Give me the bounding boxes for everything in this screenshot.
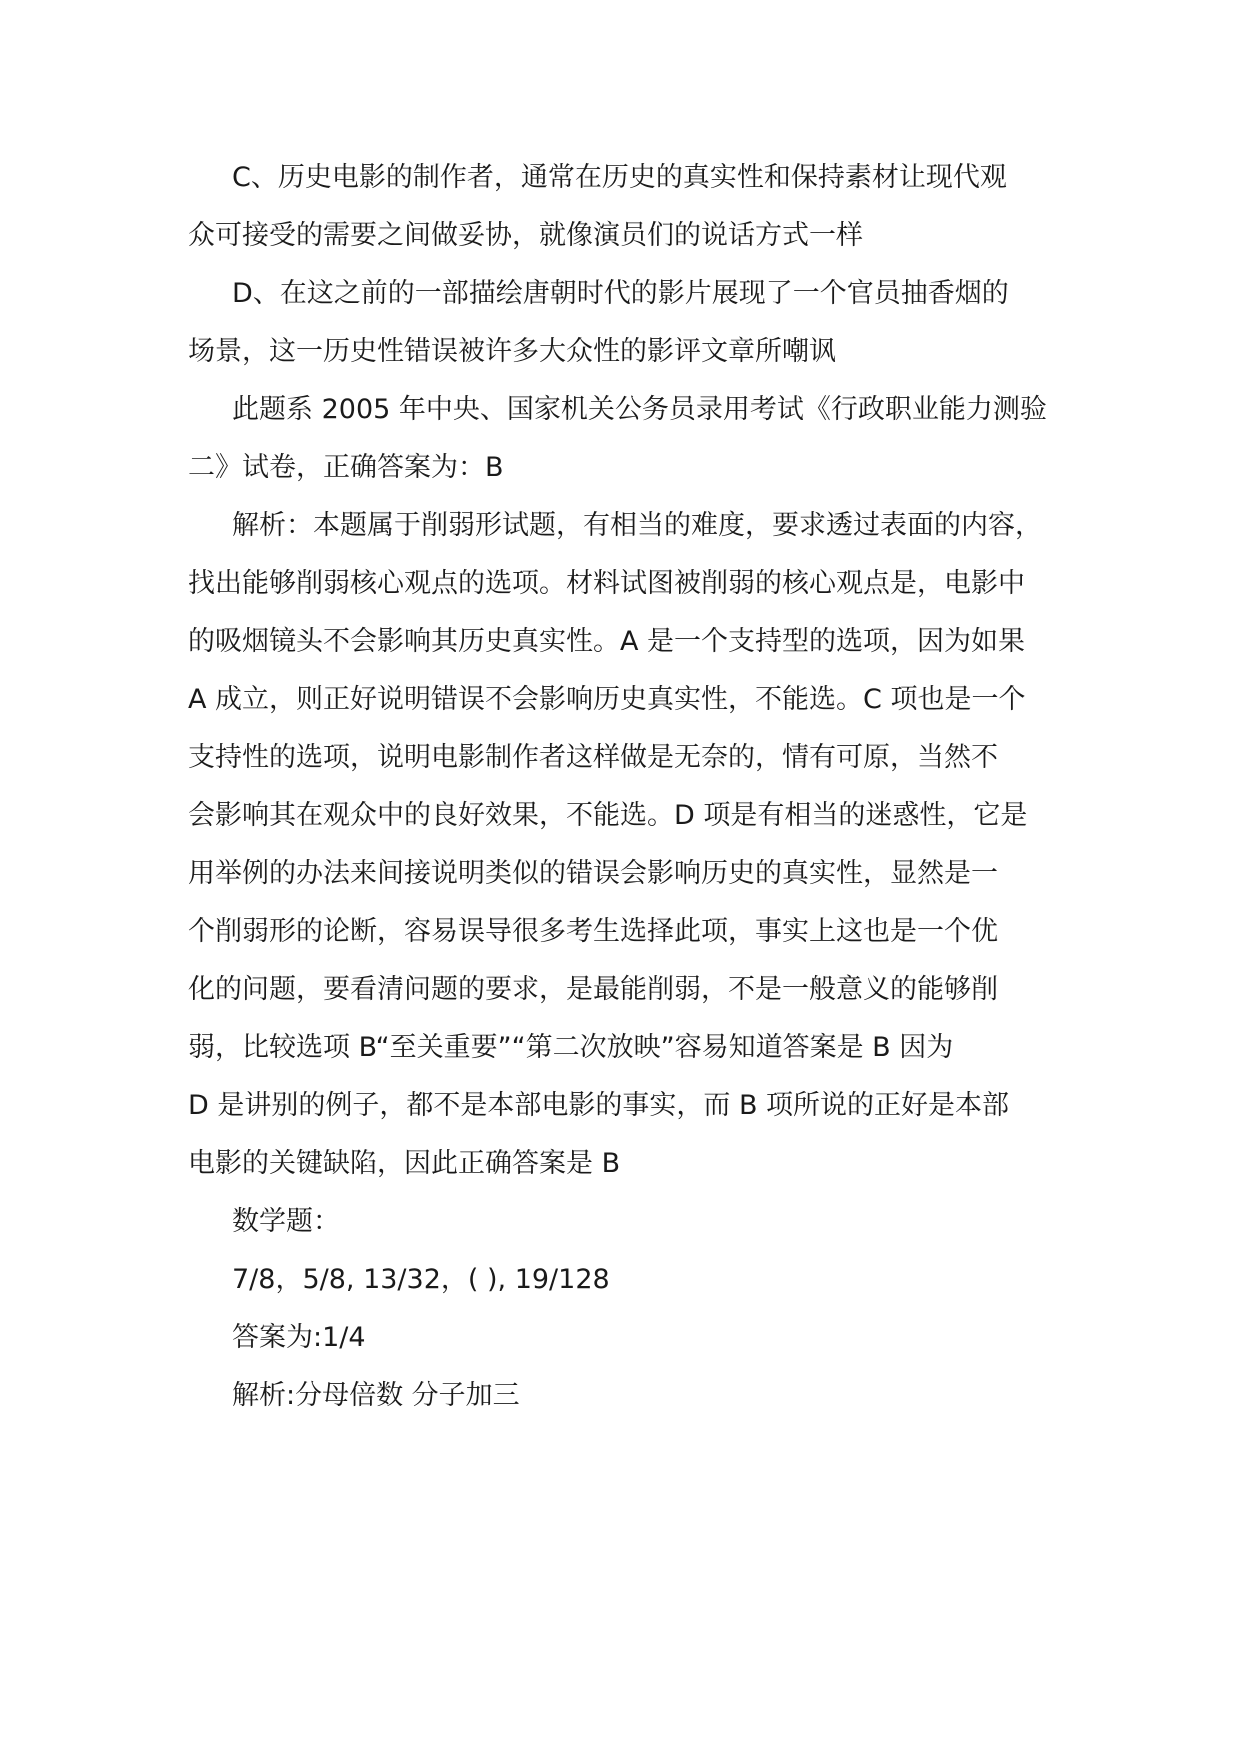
analysis-line-4: A 成立，则正好说明错误不会影响历史真实性，不能选。C 项也是一个 <box>188 684 1026 715</box>
option-d-line-2: 场景，这一历史性错误被许多大众性的影评文章所嘲讽 <box>188 336 836 367</box>
math-heading: 数学题： <box>232 1206 340 1237</box>
math-answer: 答案为:1/4 <box>232 1322 366 1353</box>
option-c-line-2: 众可接受的需要之间做妥协，就像演员们的说话方式一样 <box>188 220 863 251</box>
analysis-line-3: 的吸烟镜头不会影响其历史真实性。A 是一个支持型的选项，因为如果 <box>188 626 1026 657</box>
analysis-line-12: 电影的关键缺陷，因此正确答案是 B <box>188 1148 621 1179</box>
source-line-1: 此题系 2005 年中央、国家机关公务员录用考试《行政职业能力测验 <box>232 394 1047 425</box>
math-explanation: 解析:分母倍数 分子加三 <box>232 1380 520 1411</box>
analysis-line-1: 解析：本题属于削弱形试题，有相当的难度，要求透过表面的内容， <box>232 510 1042 541</box>
analysis-line-10: 弱，比较选项 B“至关重要”“第二次放映”容易知道答案是 B 因为 <box>188 1032 954 1063</box>
option-d-line-1: D、在这之前的一部描绘唐朝时代的影片展现了一个官员抽香烟的 <box>232 278 1009 309</box>
analysis-line-2: 找出能够削弱核心观点的选项。材料试图被削弱的核心观点是，电影中 <box>188 568 1025 599</box>
analysis-line-9: 化的问题，要看清问题的要求，是最能削弱，不是一般意义的能够削 <box>188 974 998 1005</box>
analysis-line-8: 个削弱形的论断，容易误导很多考生选择此项，事实上这也是一个优 <box>188 916 998 947</box>
option-c-line-1: C、历史电影的制作者，通常在历史的真实性和保持素材让现代观 <box>232 162 1007 193</box>
analysis-line-5: 支持性的选项，说明电影制作者这样做是无奈的，情有可原，当然不 <box>188 742 998 773</box>
math-sequence: 7/8，5/8, 13/32，( ), 19/128 <box>232 1264 610 1295</box>
analysis-line-11: D 是讲别的例子，都不是本部电影的事实，而 B 项所说的正好是本部 <box>188 1090 1010 1121</box>
source-line-2: 二》试卷，正确答案为：B <box>188 452 504 483</box>
analysis-line-7: 用举例的办法来间接说明类似的错误会影响历史的真实性，显然是一 <box>188 858 998 889</box>
analysis-line-6: 会影响其在观众中的良好效果，不能选。D 项是有相当的迷惑性，它是 <box>188 800 1028 831</box>
